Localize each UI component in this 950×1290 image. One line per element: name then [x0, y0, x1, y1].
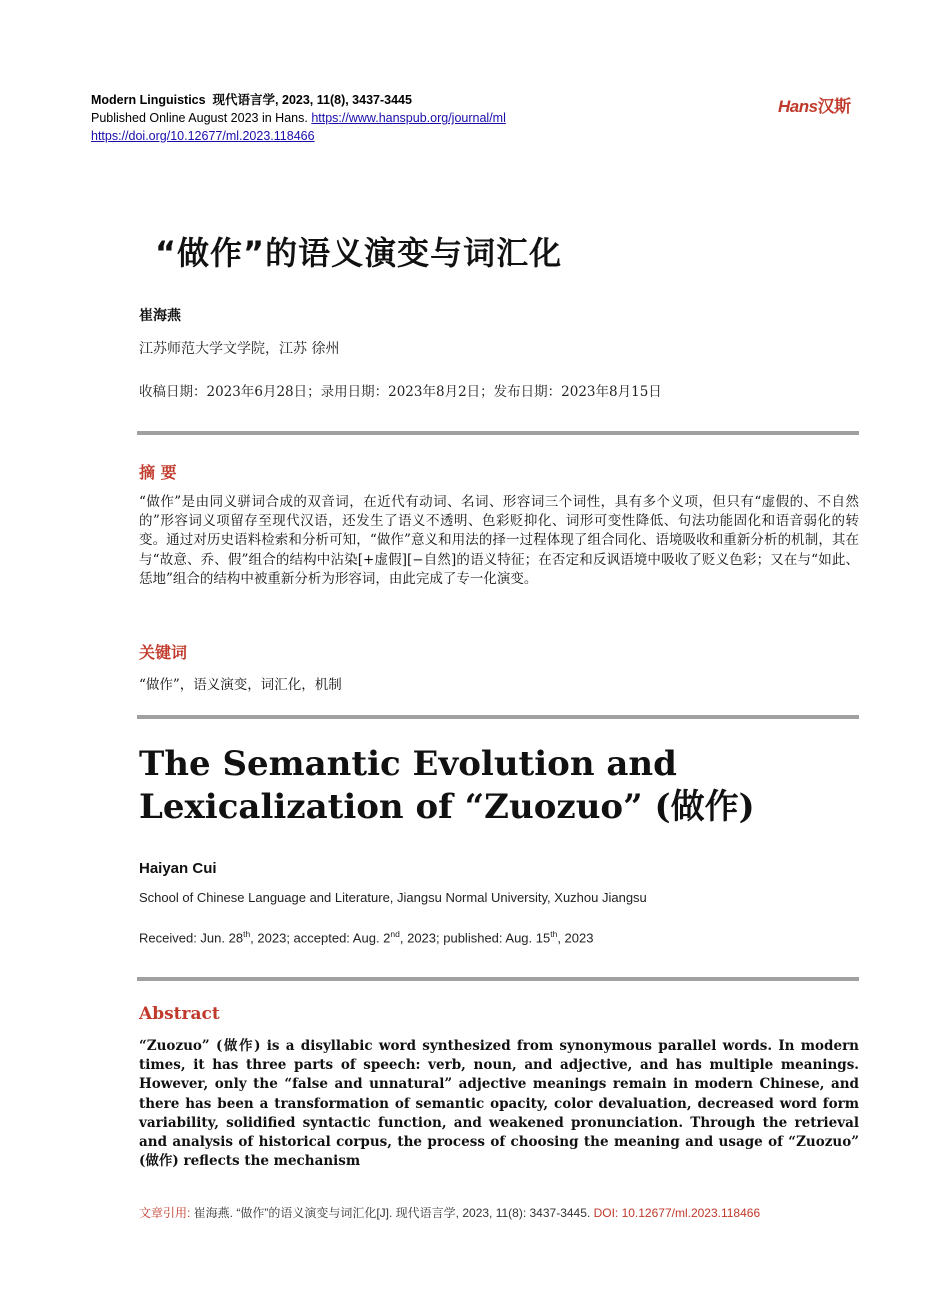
author-en: Haiyan Cui [139, 860, 217, 877]
abstract-heading-cn: 摘 要 [139, 463, 177, 482]
published-text: Published Online August 2023 in Hans. [91, 111, 308, 125]
abstract-en: “Zuozuo” (做作) is a disyllabic word synthesized from synonymous parallel words. In modern times, it has three parts of speech: verb, noun, and adjective, and has multiple meanings. However, only the “false and unnatural” adjective meanings remain in modern Chinese, and there has been a transformation of semantic opacity, color devaluation, decreased word form variability, solidified syntactic function, and weakened pronunciation. Through the retrieval and analysis of historical corpus, the process of choosing the meaning and usage of “Zuozuo” (做作) reflects the mechanism [139, 1038, 859, 1170]
citation-label: 文章引用: [139, 1206, 191, 1220]
keywords-heading-cn: 关键词 [139, 643, 188, 662]
abstract-heading-en: Abstract [139, 1004, 220, 1024]
paper-title-cn: “做作”的语义演变与词汇化 [155, 234, 563, 272]
published-sup: th [550, 929, 558, 939]
year-suffix: , 2023 [557, 930, 594, 946]
dates-cn: 收稿日期：2023年6月28日；录用日期：2023年8月2日；发布日期：2023年8月15日 [139, 384, 662, 400]
logo-cn: 汉斯 [817, 97, 851, 116]
journal-issue: 现代语言学, 2023, 11(8), 3437-3445 [212, 93, 412, 107]
divider-top [137, 431, 859, 435]
received-text: Received: Jun. 28 [139, 930, 244, 946]
doi-url-link[interactable]: https://doi.org/10.12677/ml.2023.118466 [91, 129, 315, 143]
author-cn: 崔海燕 [139, 308, 181, 324]
citation-doi: DOI: 10.12677/ml.2023.118466 [593, 1206, 761, 1220]
citation-text: 崔海燕. “做作”的语义演变与词汇化[J]. 现代语言学, 2023, 11(8): 3437-3445. [190, 1206, 594, 1220]
doi-line [91, 128, 315, 144]
affiliation-cn: 江苏师范大学文学院，江苏 徐州 [139, 341, 340, 357]
divider-bottom [137, 977, 859, 981]
journal-line [91, 92, 412, 108]
received-sup: th [243, 929, 251, 939]
logo-en: Hans [778, 97, 818, 116]
citation [139, 1204, 859, 1221]
accepted-sup: nd [390, 929, 400, 939]
accepted-text: , 2023; accepted: Aug. 2 [250, 930, 391, 946]
dates-en [139, 929, 593, 945]
paper-title-en: The Semantic Evolution and Lexicalization of “Zuozuo” (做作) [139, 744, 755, 827]
divider-middle [137, 715, 859, 719]
published-line [91, 110, 506, 126]
journal-url-link[interactable]: https://www.hanspub.org/journal/ml [311, 111, 506, 125]
published-date-text: , 2023; published: Aug. 15 [399, 930, 551, 946]
journal-name: Modern Linguistics [91, 93, 206, 107]
keywords-cn: “做作”，语义演变，词汇化，机制 [139, 677, 342, 693]
abstract-cn: “做作”是由同义骈词合成的双音词，在近代有动词、名词、形容词三个词性，具有多个义项，但只有“虚假的、不自然的”形容词义项留存至现代汉语，还发生了语义不透明、色彩贬抑化、词形可变性降低、句法功能固化和语音弱化的转变。通过对历史语料检索和分析可知，“做作”意义和用法的择一过程体现了组合同化、语境吸收和重新分析的机制，其在与“故意、乔、假”组合的结构中沾染[+虚假][−自然]的语义特征；在否定和反讽语境中吸收了贬义色彩；又在与“如此、恁地”组合的结构中被重新分析为形容词，由此完成了专一化演变。 [139, 494, 859, 587]
hans-logo [778, 92, 851, 117]
affiliation-en: School of Chinese Language and Literature, Jiangsu Normal University, Xuzhou Jiangsu [139, 890, 647, 905]
